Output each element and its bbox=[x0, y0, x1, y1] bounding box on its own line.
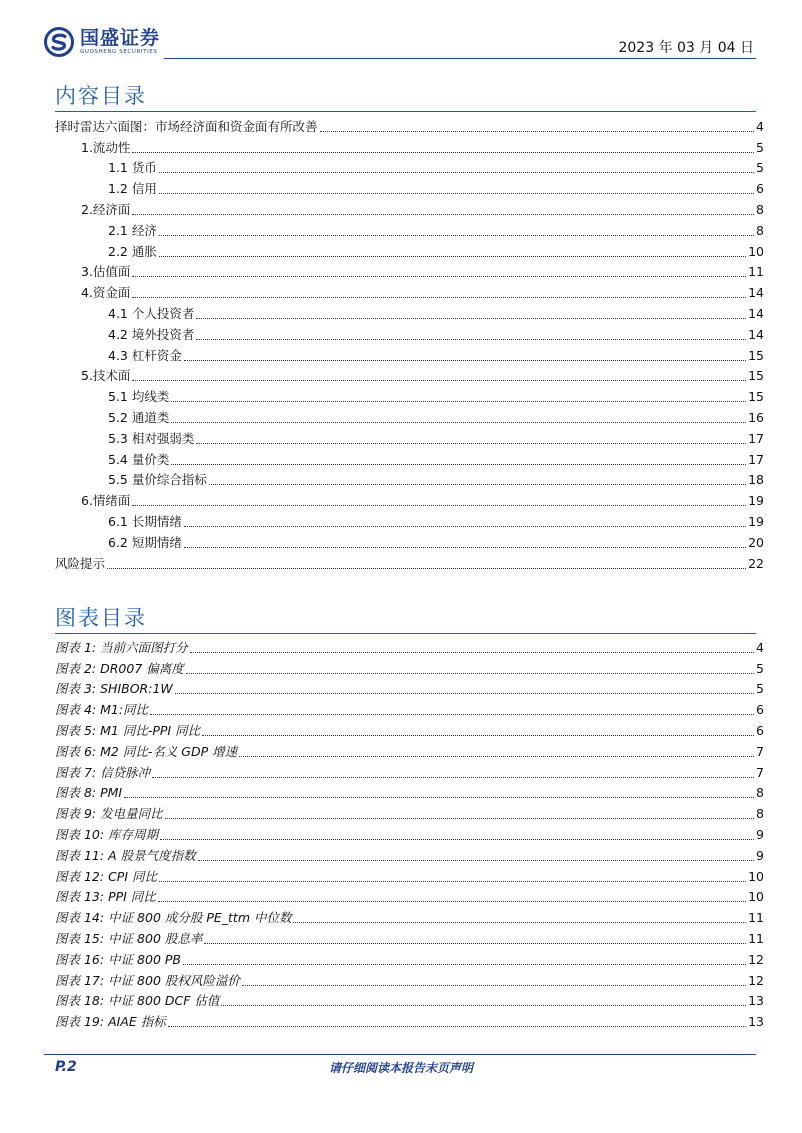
entry-page-number: 6 bbox=[756, 181, 764, 197]
contents-entry[interactable] bbox=[55, 322, 764, 343]
guosheng-logo-icon bbox=[44, 27, 74, 57]
entry-page-number: 15 bbox=[748, 347, 764, 363]
company-name-en: GUOSHENG SECURITIES bbox=[80, 49, 158, 55]
company-logo bbox=[44, 27, 160, 57]
contents-entry[interactable] bbox=[55, 156, 764, 177]
entry-page-number: 19 bbox=[748, 513, 764, 529]
entry-label: 图表 5: M1 同比-PPI 同比 bbox=[55, 722, 201, 738]
page-header bbox=[0, 0, 802, 62]
contents-entry[interactable] bbox=[55, 197, 764, 218]
entry-label: 6.2 短期情绪 bbox=[108, 534, 182, 550]
dot-leader bbox=[124, 797, 754, 798]
company-name-cn: 国盛证券 bbox=[80, 27, 161, 49]
entry-page-number: 5 bbox=[756, 139, 764, 155]
dot-leader bbox=[150, 714, 754, 715]
entry-page-number: 13 bbox=[748, 1014, 764, 1030]
contents-entry[interactable] bbox=[55, 260, 764, 281]
entry-page-number: 10 bbox=[748, 243, 764, 259]
figure-entry[interactable] bbox=[55, 885, 764, 906]
figure-entry[interactable] bbox=[55, 781, 764, 802]
dot-leader bbox=[159, 172, 754, 173]
entry-label: 5.技术面 bbox=[81, 368, 131, 384]
figure-entry[interactable] bbox=[55, 989, 764, 1010]
figures-list bbox=[55, 635, 764, 1030]
dot-leader bbox=[209, 484, 746, 485]
entry-page-number: 14 bbox=[748, 326, 764, 342]
entry-label: 图表 18: 中证 800 DCF 估值 bbox=[55, 993, 220, 1009]
figure-entry[interactable] bbox=[55, 739, 764, 760]
entry-label: 4.1 个人投资者 bbox=[108, 305, 195, 321]
entry-page-number: 19 bbox=[748, 493, 764, 509]
dot-leader bbox=[239, 756, 754, 757]
contents-entry[interactable] bbox=[55, 488, 764, 509]
entry-page-number: 12 bbox=[748, 972, 764, 988]
entry-page-number: 8 bbox=[756, 201, 764, 217]
entry-label: 1.流动性 bbox=[81, 139, 131, 155]
dot-leader bbox=[196, 339, 746, 340]
entry-label: 6.情绪面 bbox=[81, 493, 131, 509]
dot-leader bbox=[196, 443, 746, 444]
figure-entry[interactable] bbox=[55, 635, 764, 656]
entry-label: 1.1 货币 bbox=[108, 160, 157, 176]
dot-leader bbox=[132, 276, 746, 277]
figure-entry[interactable] bbox=[55, 801, 764, 822]
entry-label: 图表 19: AIAE 指标 bbox=[55, 1014, 166, 1030]
dot-leader bbox=[198, 860, 754, 861]
contents-entry[interactable] bbox=[55, 426, 764, 447]
entry-label: 图表 3: SHIBOR:1W bbox=[55, 681, 173, 697]
entry-page-number: 11 bbox=[748, 264, 764, 280]
dot-leader bbox=[184, 526, 746, 527]
contents-entry[interactable] bbox=[55, 405, 764, 426]
contents-entry[interactable] bbox=[55, 343, 764, 364]
entry-label: 图表 16: 中证 800 PB bbox=[55, 951, 181, 967]
figure-entry[interactable] bbox=[55, 926, 764, 947]
entry-label: 图表 12: CPI 同比 bbox=[55, 868, 157, 884]
dot-leader bbox=[184, 360, 746, 361]
entry-page-number: 9 bbox=[756, 847, 764, 863]
dot-leader bbox=[168, 1026, 746, 1027]
dot-leader bbox=[202, 735, 754, 736]
figures-title: 图表目录 bbox=[55, 606, 147, 630]
entry-page-number: 15 bbox=[748, 389, 764, 405]
contents-entry[interactable] bbox=[55, 176, 764, 197]
contents-entry[interactable] bbox=[55, 114, 764, 135]
contents-entry[interactable] bbox=[55, 364, 764, 385]
figure-entry[interactable] bbox=[55, 843, 764, 864]
contents-entry[interactable] bbox=[55, 447, 764, 468]
dot-leader bbox=[190, 652, 754, 653]
entry-label: 1.2 信用 bbox=[108, 181, 157, 197]
entry-page-number: 9 bbox=[756, 826, 764, 842]
dot-leader bbox=[159, 235, 754, 236]
figure-entry[interactable] bbox=[55, 1009, 764, 1030]
contents-entry[interactable] bbox=[55, 551, 764, 572]
dot-leader bbox=[160, 839, 754, 840]
dot-leader bbox=[158, 901, 746, 902]
entry-label: 图表 4: M1:同比 bbox=[55, 702, 149, 718]
entry-label: 图表 8: PMI bbox=[55, 785, 123, 801]
contents-entry[interactable] bbox=[55, 301, 764, 322]
entry-label: 4.3 杠杆资金 bbox=[108, 347, 182, 363]
entry-page-number: 5 bbox=[756, 660, 764, 676]
entry-page-number: 10 bbox=[748, 868, 764, 884]
entry-label: 5.5 量价综合指标 bbox=[108, 472, 207, 488]
entry-label: 3.估值面 bbox=[81, 264, 131, 280]
entry-page-number: 16 bbox=[748, 409, 764, 425]
entry-page-number: 20 bbox=[748, 534, 764, 550]
figure-entry[interactable] bbox=[55, 656, 764, 677]
dot-leader bbox=[132, 214, 754, 215]
entry-page-number: 6 bbox=[756, 702, 764, 718]
contents-title-divider bbox=[55, 111, 756, 112]
header-divider bbox=[164, 58, 756, 59]
entry-label: 5.2 通道类 bbox=[108, 409, 170, 425]
entry-label: 择时雷达六面图：市场经济面和资金面有所改善 bbox=[55, 118, 318, 134]
figure-entry[interactable] bbox=[55, 905, 764, 926]
dot-leader bbox=[183, 964, 746, 965]
dot-leader bbox=[171, 464, 746, 465]
entry-label: 图表 9: 发电量同比 bbox=[55, 806, 163, 822]
dot-leader bbox=[184, 547, 746, 548]
dot-leader bbox=[132, 505, 746, 506]
entry-page-number: 11 bbox=[748, 910, 764, 926]
disclaimer-note: 请仔细阅读本报告末页声明 bbox=[328, 1061, 473, 1075]
contents-entry[interactable] bbox=[55, 135, 764, 156]
entry-label: 图表 13: PPI 同比 bbox=[55, 889, 156, 905]
figures-title-divider bbox=[55, 633, 756, 634]
contents-list bbox=[55, 114, 764, 572]
dot-leader bbox=[107, 568, 746, 569]
entry-label: 图表 6: M2 同比-名义 GDP 增速 bbox=[55, 743, 238, 759]
entry-label: 图表 14: 中证 800 成分股 PE_ttm 中位数 bbox=[55, 910, 292, 926]
entry-page-number: 7 bbox=[756, 743, 764, 759]
entry-label: 2.2 通胀 bbox=[108, 243, 157, 259]
dot-leader bbox=[171, 422, 746, 423]
entry-label: 5.1 均线类 bbox=[108, 389, 170, 405]
dot-leader bbox=[165, 818, 754, 819]
dot-leader bbox=[242, 985, 746, 986]
dot-leader bbox=[175, 693, 754, 694]
contents-entry[interactable] bbox=[55, 218, 764, 239]
entry-label: 6.1 长期情绪 bbox=[108, 513, 182, 529]
entry-page-number: 5 bbox=[756, 160, 764, 176]
entry-page-number: 8 bbox=[756, 785, 764, 801]
dot-leader bbox=[171, 401, 746, 402]
entry-label: 图表 15: 中证 800 股息率 bbox=[55, 930, 203, 946]
entry-page-number: 8 bbox=[756, 222, 764, 238]
entry-label: 图表 7: 信贷脉冲 bbox=[55, 764, 151, 780]
entry-page-number: 14 bbox=[748, 285, 764, 301]
entry-label: 图表 11: A 股景气度指数 bbox=[55, 847, 196, 863]
contents-entry[interactable] bbox=[55, 384, 764, 405]
entry-label: 图表 2: DR007 偏离度 bbox=[55, 660, 184, 676]
figure-entry[interactable] bbox=[55, 760, 764, 781]
dot-leader bbox=[159, 881, 746, 882]
page-number: P.2 bbox=[55, 1059, 77, 1075]
dot-leader bbox=[132, 152, 754, 153]
entry-page-number: 7 bbox=[756, 764, 764, 780]
dot-leader bbox=[132, 380, 746, 381]
dot-leader bbox=[196, 318, 746, 319]
entry-page-number: 18 bbox=[748, 472, 764, 488]
entry-page-number: 17 bbox=[748, 430, 764, 446]
entry-label: 图表 10: 库存周期 bbox=[55, 826, 159, 842]
contents-entry[interactable] bbox=[55, 509, 764, 530]
dot-leader bbox=[159, 193, 754, 194]
dot-leader bbox=[221, 1005, 746, 1006]
contents-title: 内容目录 bbox=[55, 84, 147, 108]
figure-entry[interactable] bbox=[55, 677, 764, 698]
entry-page-number: 14 bbox=[748, 305, 764, 321]
entry-label: 5.4 量价类 bbox=[108, 451, 170, 467]
figure-entry[interactable] bbox=[55, 947, 764, 968]
entry-page-number: 8 bbox=[756, 806, 764, 822]
dot-leader bbox=[152, 777, 754, 778]
entry-label: 风险提示 bbox=[55, 555, 106, 571]
entry-label: 4.2 境外投资者 bbox=[108, 326, 195, 342]
contents-entry[interactable] bbox=[55, 239, 764, 260]
dot-leader bbox=[159, 256, 746, 257]
figure-entry[interactable] bbox=[55, 718, 764, 739]
entry-page-number: 5 bbox=[756, 681, 764, 697]
entry-label: 2.经济面 bbox=[81, 201, 131, 217]
entry-page-number: 17 bbox=[748, 451, 764, 467]
entry-page-number: 4 bbox=[756, 118, 764, 134]
dot-leader bbox=[320, 131, 755, 132]
dot-leader bbox=[132, 297, 746, 298]
figure-entry[interactable] bbox=[55, 864, 764, 885]
entry-label: 2.1 经济 bbox=[108, 222, 157, 238]
entry-page-number: 13 bbox=[748, 993, 764, 1009]
entry-label: 4.资金面 bbox=[81, 285, 131, 301]
entry-page-number: 22 bbox=[748, 555, 764, 571]
entry-label: 5.3 相对强弱类 bbox=[108, 430, 195, 446]
contents-entry[interactable] bbox=[55, 530, 764, 551]
entry-page-number: 4 bbox=[756, 639, 764, 655]
dot-leader bbox=[186, 673, 754, 674]
entry-page-number: 12 bbox=[748, 951, 764, 967]
entry-page-number: 10 bbox=[748, 889, 764, 905]
entry-label: 图表 1: 当前六面图打分 bbox=[55, 639, 188, 655]
dot-leader bbox=[204, 943, 746, 944]
contents-entry[interactable] bbox=[55, 280, 764, 301]
contents-entry[interactable] bbox=[55, 468, 764, 489]
entry-label: 图表 17: 中证 800 股权风险溢价 bbox=[55, 972, 240, 988]
dot-leader bbox=[293, 922, 746, 923]
figure-entry[interactable] bbox=[55, 968, 764, 989]
footer-divider bbox=[44, 1054, 756, 1055]
figure-entry[interactable] bbox=[55, 822, 764, 843]
entry-page-number: 15 bbox=[748, 368, 764, 384]
figure-entry[interactable] bbox=[55, 697, 764, 718]
entry-page-number: 6 bbox=[756, 722, 764, 738]
report-date: 2023 年 03 月 04 日 bbox=[618, 40, 754, 56]
entry-page-number: 11 bbox=[748, 930, 764, 946]
